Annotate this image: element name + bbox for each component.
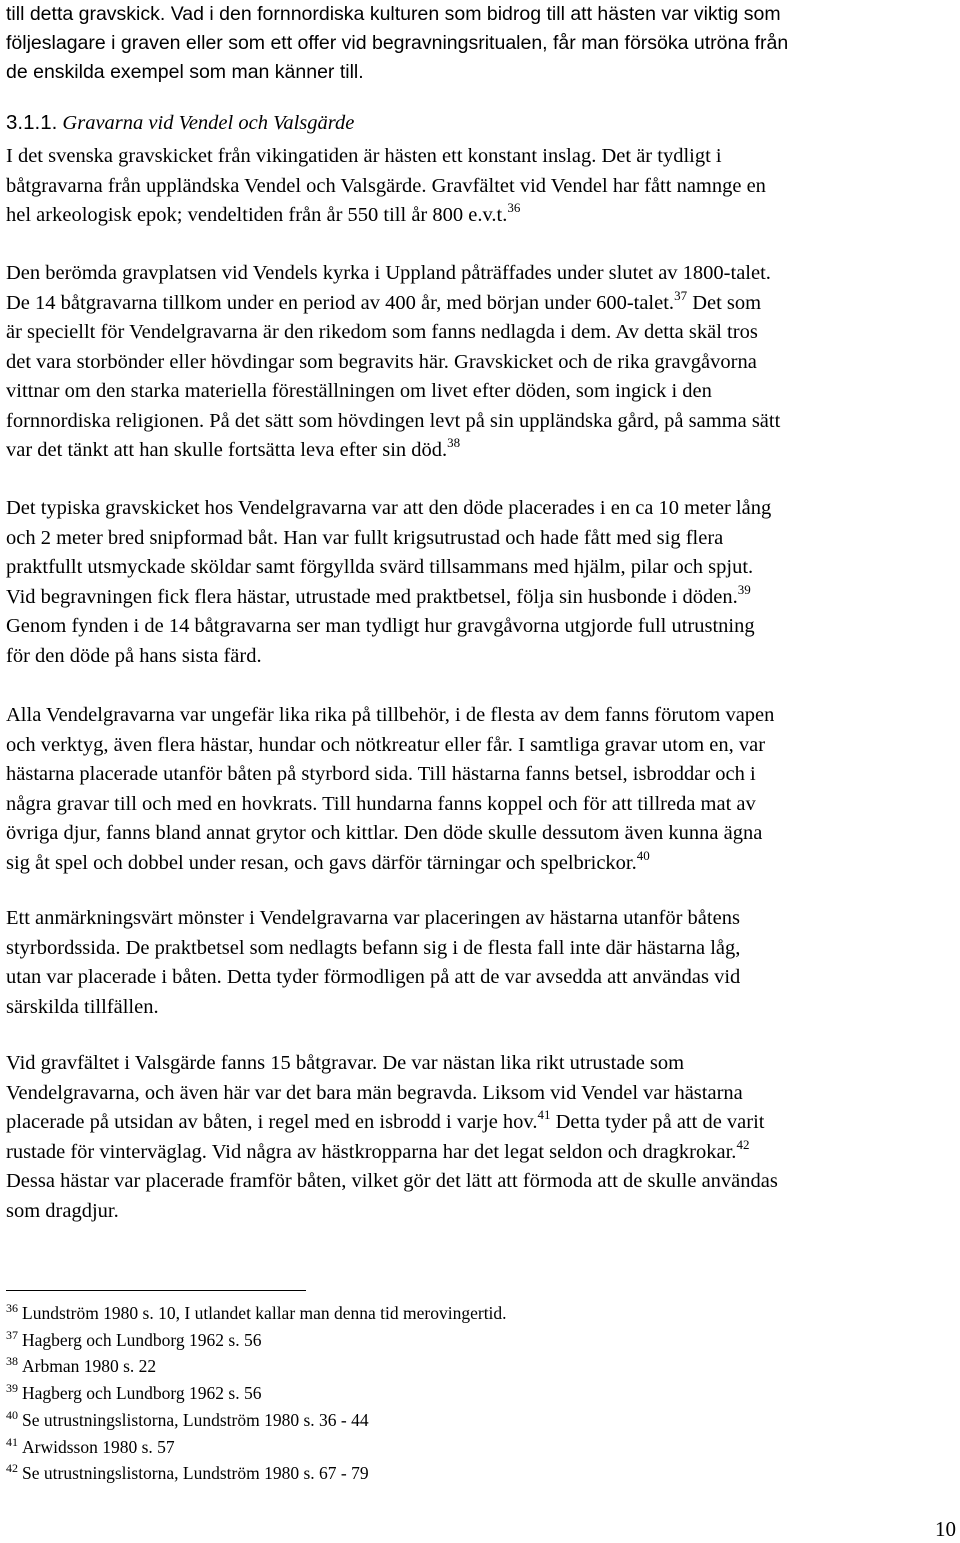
line-text: I det svenska gravskicket från vikingatiden är hästen ett konstant inslag. Det är tydligt i bbox=[6, 145, 722, 167]
line-text: Vid begravningen fick flera hästar, utrustade med praktbetsel, följa sin husbonde i döden. bbox=[6, 585, 738, 608]
line-text-after-ref: Det som bbox=[687, 291, 762, 314]
text-line bbox=[6, 904, 956, 934]
footnote-number: 41 bbox=[6, 1434, 18, 1449]
text-line bbox=[6, 934, 956, 964]
text-line bbox=[6, 701, 956, 731]
footnote bbox=[6, 1328, 507, 1355]
text-line bbox=[6, 1108, 956, 1138]
text-line bbox=[6, 377, 956, 407]
text-line bbox=[6, 1079, 956, 1109]
section-number: 3.1.1. bbox=[6, 111, 58, 134]
line-text: och 2 meter bred snipformad båt. Han var fullt krigsutrustad och hade fått med sig flera bbox=[6, 526, 724, 549]
line-text: rustade för vinterväglag. Vid några av hästkropparna har det legat seldon och dragkrokar. bbox=[6, 1140, 737, 1163]
body-paragraph bbox=[6, 142, 956, 231]
text-line bbox=[6, 1197, 956, 1227]
text-line bbox=[6, 819, 956, 849]
line-text: Ett anmärkningsvärt mönster i Vendelgravarna var placeringen av hästarna utanför båtens bbox=[6, 907, 740, 929]
line-text: är speciellt för Vendelgravarna är den rikedom som fanns nedlagda i dem. Av detta skäl tros bbox=[6, 321, 758, 343]
line-text: Vid gravfältet i Valsgärde fanns 15 båtgravar. De var nästan lika rikt utrustade som bbox=[6, 1052, 685, 1074]
line-text: utan var placerade i båten. Detta tyder förmodligen på att de var avsedda att användas vid bbox=[6, 966, 741, 988]
text-line bbox=[6, 1138, 956, 1168]
text-line bbox=[6, 348, 956, 378]
text-line bbox=[6, 259, 956, 289]
text-line bbox=[6, 553, 956, 583]
line-text: Alla Vendelgravarna var ungefär lika rika på tillbehör, i de flesta av dem fanns förutom vapen bbox=[6, 704, 775, 726]
line-text: Dessa hästar var placerade framför båten, vilket gör det lätt att förmoda att de skulle användas bbox=[6, 1170, 778, 1192]
body-paragraph bbox=[6, 1049, 956, 1226]
footnote-number: 42 bbox=[6, 1461, 18, 1476]
footnote-ref[interactable]: 42 bbox=[736, 1136, 750, 1152]
text-line bbox=[6, 642, 956, 672]
text-line bbox=[6, 849, 956, 879]
footnote bbox=[6, 1461, 507, 1488]
text-line bbox=[6, 612, 956, 642]
footnote-text: Arbman 1980 s. 22 bbox=[22, 1356, 157, 1377]
line-text: det vara storbönder eller hövdingar som begravits här. Gravskicket och de rika gravgåvorna bbox=[6, 350, 757, 373]
footnote-separator bbox=[6, 1290, 306, 1291]
footnote-ref[interactable]: 38 bbox=[447, 435, 461, 450]
footnote-text: Arwidsson 1980 s. 57 bbox=[22, 1436, 175, 1457]
line-text: Genom fynden i de 14 båtgravarna ser man tydligt hur gravgåvorna utgjorde full utrustning bbox=[6, 615, 755, 637]
footnote-text: Lundström 1980 s. 10, I utlandet kallar man denna tid merovingertid. bbox=[22, 1303, 507, 1323]
footnote-ref[interactable]: 41 bbox=[537, 1107, 551, 1122]
footnote-ref[interactable]: 36 bbox=[507, 200, 521, 215]
line-text: övriga djur, fanns bland annat grytor och kittlar. Den döde skulle dessutom även kunna ägna bbox=[6, 822, 763, 844]
line-text: för den döde på hans sista färd. bbox=[6, 644, 262, 667]
section-title: Gravarna vid Vendel och Valsgärde bbox=[62, 112, 355, 134]
footnote bbox=[6, 1301, 507, 1328]
footnote-text: Se utrustningslistorna, Lundström 1980 s. 36 - 44 bbox=[22, 1409, 369, 1430]
line-text: Den berömda gravplatsen vid Vendels kyrka i Uppland påträffades under slutet av 1800-talet. bbox=[6, 262, 771, 284]
text-line bbox=[6, 172, 956, 202]
text-line bbox=[6, 993, 956, 1023]
line-text: särskilda tillfällen. bbox=[6, 995, 159, 1018]
intro-line: de enskilda exempel som man känner till. bbox=[6, 61, 364, 83]
text-line bbox=[6, 583, 956, 613]
footnote bbox=[6, 1435, 507, 1462]
footnote bbox=[6, 1381, 507, 1408]
footnote-number: 38 bbox=[6, 1354, 18, 1369]
footnote-ref[interactable]: 40 bbox=[636, 847, 650, 863]
line-text: De 14 båtgravarna tillkom under en period av 400 år, med början under 600-talet. bbox=[6, 291, 675, 314]
intro-line: till detta gravskick. Vad i den fornnordiska kulturen som bidrog till att hästen var viktig som bbox=[6, 3, 781, 25]
footnote-text: Hagberg och Lundborg 1962 s. 56 bbox=[22, 1329, 262, 1350]
footnote bbox=[6, 1408, 507, 1435]
text-line bbox=[6, 731, 956, 761]
text-line bbox=[6, 524, 956, 554]
intro-line: följeslagare i graven eller som ett offer vid begravningsritualen, får man försöka utröna från bbox=[6, 32, 789, 54]
footnote-list bbox=[6, 1301, 507, 1488]
footnote-number: 40 bbox=[6, 1407, 18, 1422]
line-text: båtgravarna från uppländska Vendel och Valsgärde. Gravfältet vid Vendel har fått namnge en bbox=[6, 174, 766, 197]
body-paragraph bbox=[6, 494, 956, 671]
text-line bbox=[6, 407, 956, 437]
line-text: sig åt spel och dobbel under resan, och gavs därför tärningar och spelbrickor. bbox=[6, 851, 637, 874]
body-paragraph bbox=[6, 904, 956, 1022]
text-line bbox=[6, 436, 956, 466]
line-text: och verktyg, även flera hästar, hundar och nötkreatur eller får. I samtliga gravar utom en, var bbox=[6, 733, 766, 756]
line-text: praktfullt utsmyckade sköldar samt förgyllda svärd tillsammans med hjälm, pilar och spjut. bbox=[6, 556, 754, 578]
line-text: Vendelgravarna, och även här var det bara män begravda. Liksom vid Vendel var hästarna bbox=[6, 1081, 743, 1104]
footnote-text: Hagberg och Lundborg 1962 s. 56 bbox=[22, 1383, 262, 1404]
line-text: som dragdjur. bbox=[6, 1199, 119, 1222]
line-text: vittnar om den starka materiella föreställningen om livet efter döden, som ingick i den bbox=[6, 380, 712, 402]
line-text-after-ref: Detta tyder på att de varit bbox=[550, 1111, 765, 1133]
footnote-text: Se utrustningslistorna, Lundström 1980 s. 67 - 79 bbox=[22, 1463, 369, 1484]
text-line bbox=[6, 1167, 956, 1197]
text-line bbox=[6, 790, 956, 820]
page-number: 10 bbox=[935, 1517, 956, 1541]
text-line bbox=[6, 201, 956, 231]
line-text: några gravar till och med en hovkrats. Till hundarna fanns koppel och för att tillreda mat av bbox=[6, 792, 756, 815]
text-line bbox=[6, 142, 956, 172]
intro-paragraph bbox=[6, 0, 954, 87]
line-text: hel arkeologisk epok; vendeltiden från år 550 till år 800 e.v.t. bbox=[6, 204, 508, 226]
footnote-ref[interactable]: 39 bbox=[737, 581, 751, 597]
line-text: fornnordiska religionen. På det sätt som hövdingen levt på sin uppländska gård, på samma sätt bbox=[6, 409, 781, 432]
text-line bbox=[6, 963, 956, 993]
body-paragraph bbox=[6, 701, 956, 878]
footnote-ref[interactable]: 37 bbox=[674, 287, 688, 303]
line-text: var det tänkt att han skulle fortsätta leva efter sin död. bbox=[6, 439, 448, 461]
text-line bbox=[6, 494, 956, 524]
line-text: hästarna placerade utanför båten på styrbord sida. Till hästarna fanns betsel, isbroddar och i bbox=[6, 763, 756, 785]
line-text: Det typiska gravskicket hos Vendelgravarna var att den döde placerades i en ca 10 meter lång bbox=[6, 497, 772, 519]
footnote-number: 37 bbox=[6, 1327, 18, 1342]
line-text: styrbordssida. De praktbetsel som nedlagts befann sig i de flesta fall inte där hästarna låg, bbox=[6, 936, 741, 959]
line-text: placerade på utsidan av båten, i regel med en isbrodd i varje hov. bbox=[6, 1111, 538, 1133]
footnote-number: 39 bbox=[6, 1381, 18, 1396]
footnote bbox=[6, 1354, 507, 1381]
text-line bbox=[6, 318, 956, 348]
body-paragraph bbox=[6, 259, 956, 466]
text-line bbox=[6, 1049, 956, 1079]
footnote-number: 36 bbox=[6, 1301, 18, 1315]
text-line bbox=[6, 289, 956, 319]
section-heading bbox=[6, 108, 354, 138]
text-line bbox=[6, 760, 956, 790]
